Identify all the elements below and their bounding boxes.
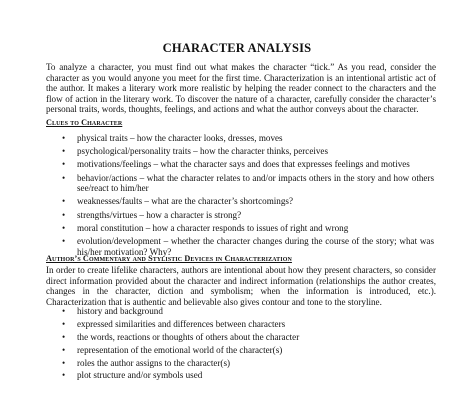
list-item: • history and background <box>62 306 434 317</box>
list-item: • behavior/actions – what the character relates to and/or impacts others in the story and how others see/react to him/her <box>62 173 434 194</box>
clues-list <box>62 133 434 260</box>
list-item: • the words, reactions or thoughts of others about the character <box>62 332 434 343</box>
list-item: • physical traits – how the character looks, dresses, moves <box>62 133 434 144</box>
clues-heading: Clues to Character <box>46 118 123 127</box>
list-item: • weaknesses/faults – what are the character’s shortcomings? <box>62 196 434 207</box>
list-item: • roles the author assigns to the character(s) <box>62 358 434 369</box>
list-item: • plot structure and/or symbols used <box>62 370 434 381</box>
list-item: • strengths/virtues – how a character is strong? <box>62 210 434 221</box>
commentary-heading: Author’s Commentary and Stylistic Devices in Characterization <box>46 254 292 263</box>
list-item: • expressed similarities and differences between characters <box>62 319 434 330</box>
devices-list <box>62 306 434 383</box>
commentary-paragraph: In order to create lifelike characters, authors are intentional about how they present characters, so consider direct information provided about the character and indirect information (relationships the author creates, changes in the character, diction and symbolism; when the information is introduced, etc.). Characterization that is authentic and believable also gives contour and tone to the storyline. <box>46 265 436 307</box>
list-item: • moral constitution – how a character responds to issues of right and wrong <box>62 223 434 234</box>
list-item: • evolution/development – whether the character changes during the course of the story; what was his/her motivation? Why? <box>62 236 434 257</box>
list-item: • motivations/feelings – what the character says and does that expresses feelings and motives <box>62 159 434 170</box>
list-item: • psychological/personality traits – how the character thinks, perceives <box>62 146 434 157</box>
intro-paragraph: To analyze a character, you must find out what makes the character “tick.” As you read, consider the character as you would anyone you meet for the first time. Characterization is an intentional artistic act of the author. It makes a literary work more realistic by helping the reader connect to the characters and the flow of action in the literary work. To discover the nature of a character, carefully consider the character’s personal traits, words, thoughts, feelings, and actions and what the author conveys about the character. <box>46 62 436 115</box>
page-title: CHARACTER ANALYSIS <box>162 41 312 55</box>
list-item: • representation of the emotional world of the character(s) <box>62 345 434 356</box>
